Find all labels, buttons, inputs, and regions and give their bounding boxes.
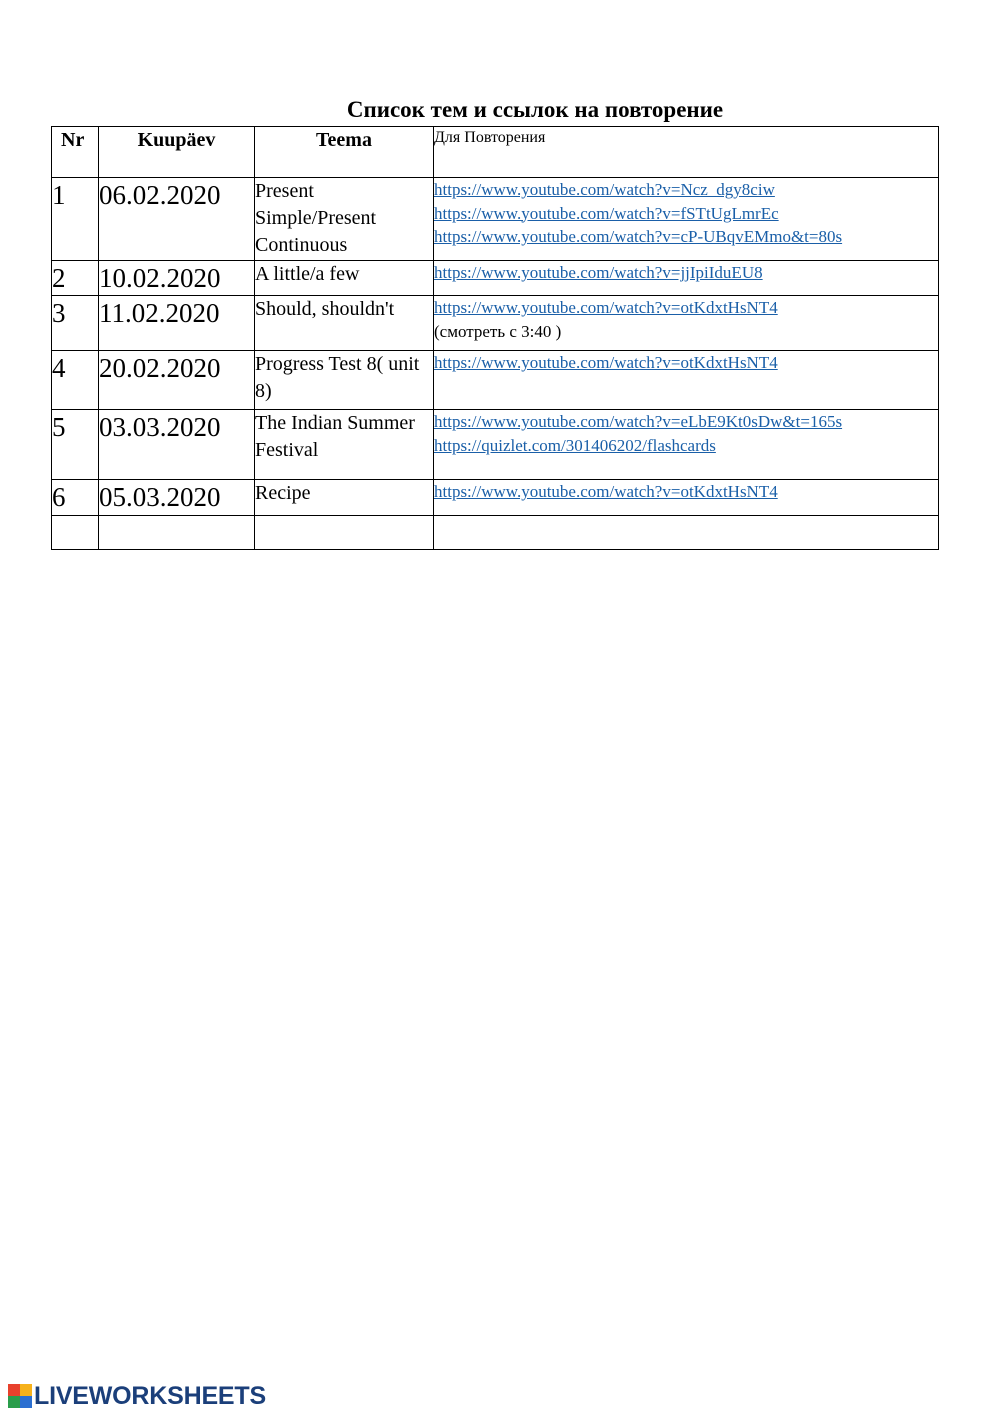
table-row: [52, 480, 939, 516]
table-row: [52, 178, 939, 261]
cell-date: [99, 516, 255, 550]
cell-date: 10.02.2020: [99, 261, 255, 296]
cell-nr: 6: [52, 480, 99, 516]
cell-date: 11.02.2020: [99, 296, 255, 351]
table-row: [52, 261, 939, 296]
header-theme: Teema: [255, 127, 434, 178]
cell-date: 05.03.2020: [99, 480, 255, 516]
header-links: Для Повторения: [434, 127, 939, 178]
cell-nr: [52, 516, 99, 550]
review-link[interactable]: https://www.youtube.com/watch?v=fSTtUgLmrEc: [434, 203, 779, 223]
review-link[interactable]: https://quizlet.com/301406202/flashcards: [434, 435, 716, 455]
logo-square-green: [8, 1396, 20, 1408]
review-link[interactable]: https://www.youtube.com/watch?v=otKdxtHsNT4: [434, 482, 778, 501]
link-note: (смотреть с 3:40 ): [434, 321, 562, 341]
cell-theme: A little/a few: [255, 261, 434, 296]
table-header-row: [52, 127, 939, 178]
cell-links: [434, 351, 939, 410]
table-row: [52, 516, 939, 550]
review-link[interactable]: https://www.youtube.com/watch?v=jjIpiIduEU8: [434, 263, 763, 282]
cell-date: 06.02.2020: [99, 178, 255, 261]
cell-theme: Progress Test 8( unit 8): [255, 351, 434, 410]
topics-table: [51, 126, 939, 550]
cell-links: [434, 178, 939, 261]
logo-square-yellow: [20, 1384, 32, 1396]
cell-date: 20.02.2020: [99, 351, 255, 410]
header-date: Kuupäev: [99, 127, 255, 178]
logo-text: LIVEWORKSHEETS: [34, 1382, 266, 1410]
header-nr: Nr: [52, 127, 99, 178]
review-link[interactable]: https://www.youtube.com/watch?v=cP-UBqvEMmo&t=80s: [434, 227, 843, 246]
cell-theme: [255, 516, 434, 550]
cell-nr: 3: [52, 296, 99, 351]
cell-links: [434, 296, 939, 351]
review-link[interactable]: https://www.youtube.com/watch?v=otKdxtHsNT4: [434, 298, 778, 317]
cell-date: 03.03.2020: [99, 410, 255, 480]
cell-theme: The Indian Summer Festival: [255, 410, 434, 480]
cell-links: [434, 480, 939, 516]
liveworksheets-logo: [8, 1381, 266, 1411]
review-link[interactable]: https://www.youtube.com/watch?v=Ncz_dgy8ciw: [434, 180, 775, 199]
cell-theme: Recipe: [255, 480, 434, 516]
table-row: [52, 351, 939, 410]
table-row: [52, 410, 939, 480]
table-body: [52, 178, 939, 550]
cell-theme: Present Simple/Present Continuous: [255, 178, 434, 261]
table-row: [52, 296, 939, 351]
cell-links: [434, 261, 939, 296]
cell-nr: 4: [52, 351, 99, 410]
page-title: Список тем и ссылок на повторение: [346, 97, 724, 122]
cell-links: [434, 410, 939, 480]
logo-square-blue: [20, 1396, 32, 1408]
cell-nr: 5: [52, 410, 99, 480]
cell-nr: 2: [52, 261, 99, 296]
review-link[interactable]: https://www.youtube.com/watch?v=otKdxtHsNT4: [434, 353, 778, 372]
cell-links: [434, 516, 939, 550]
review-link[interactable]: https://www.youtube.com/watch?v=eLbE9Kt0sDw&t=165s: [434, 412, 843, 431]
cell-nr: 1: [52, 178, 99, 261]
logo-mark-icon: [8, 1384, 32, 1408]
logo-square-red: [8, 1384, 20, 1396]
cell-theme: Should, shouldn't: [255, 296, 434, 351]
